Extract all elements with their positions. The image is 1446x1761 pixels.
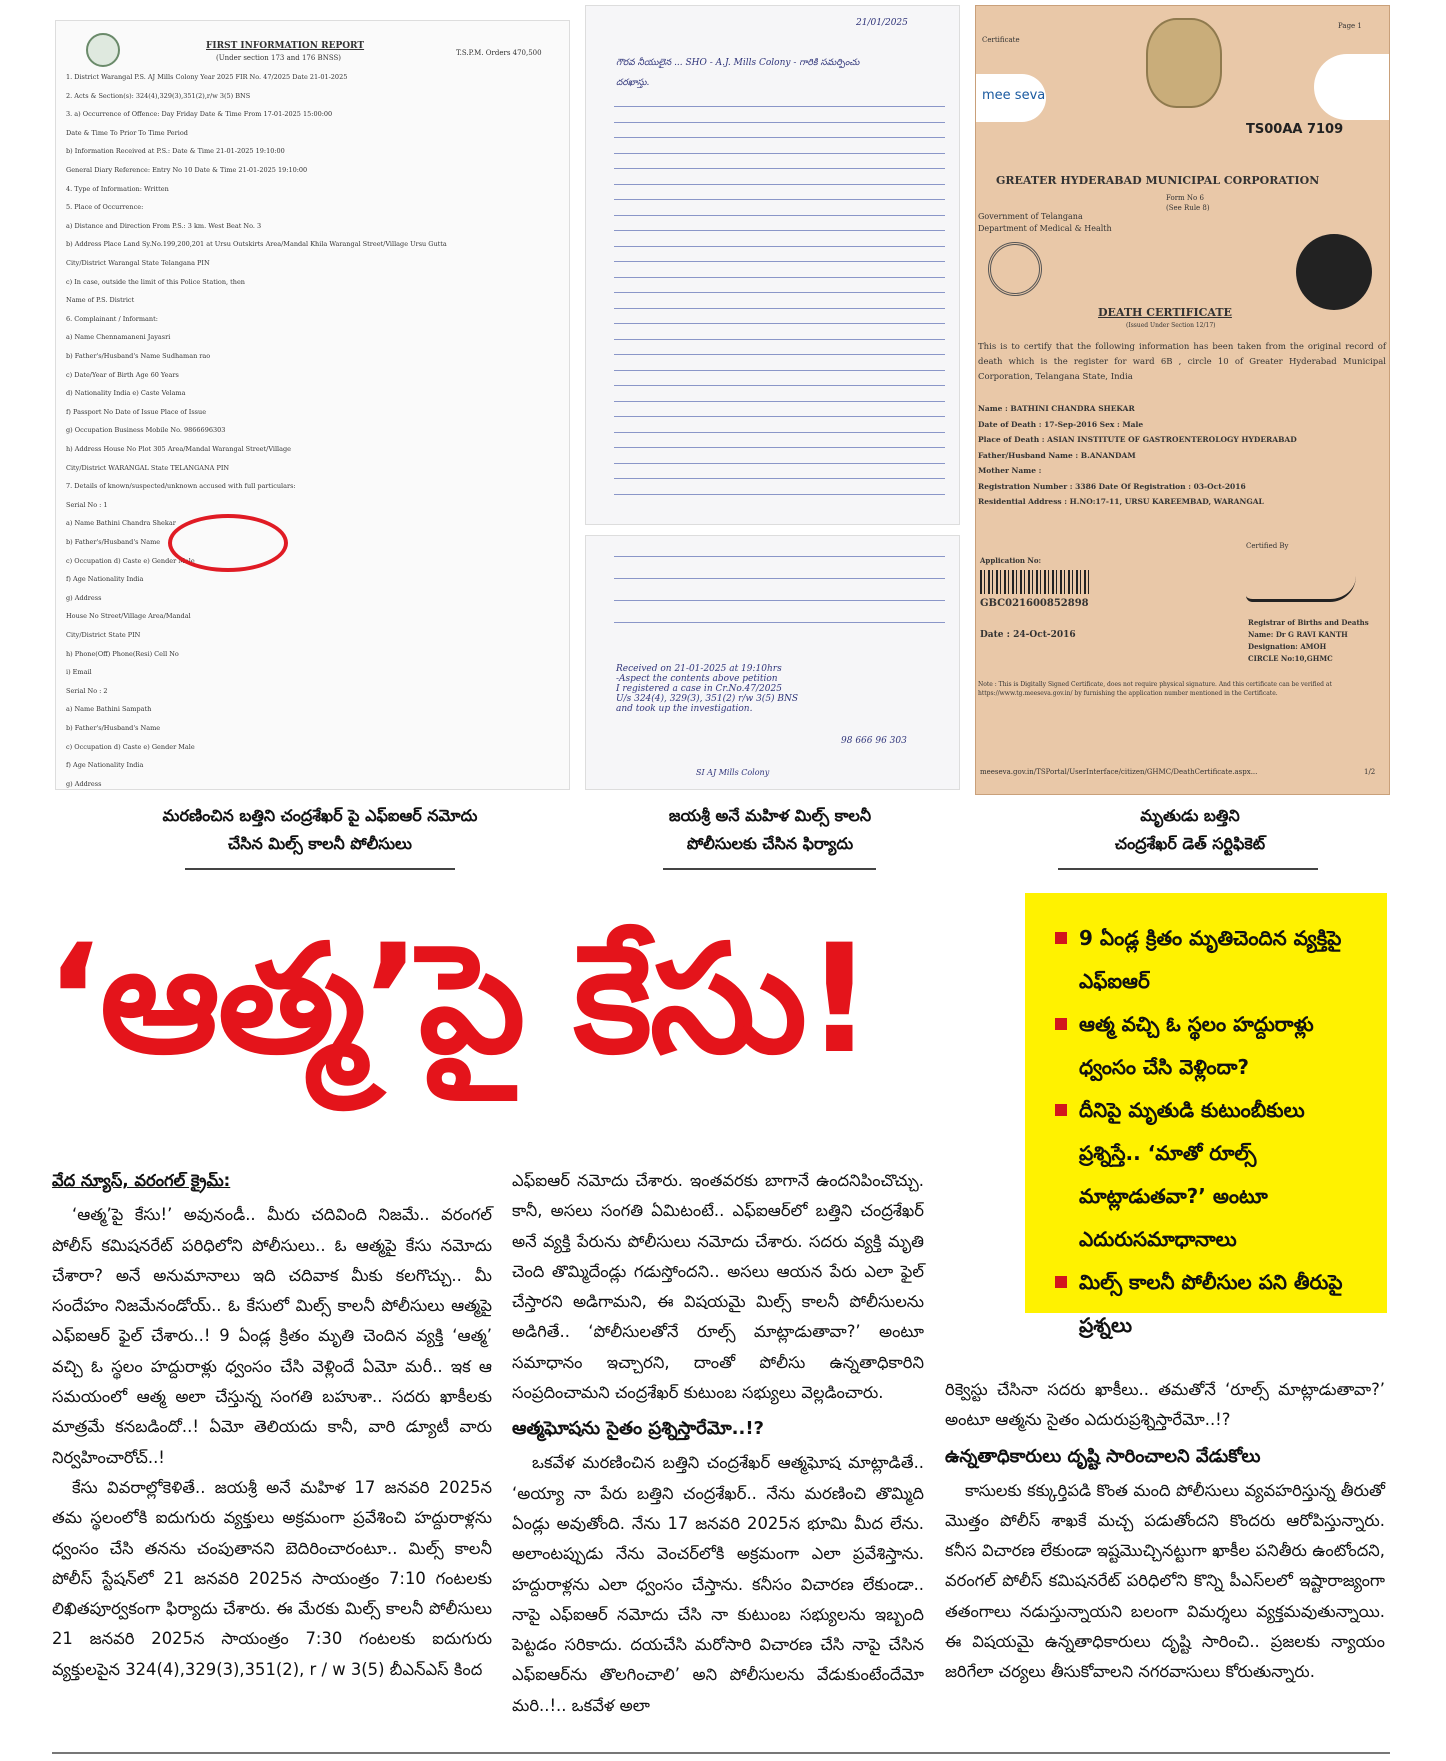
accused-name-circle — [168, 514, 288, 572]
meeseva-badge-icon — [1314, 54, 1390, 120]
highlights-box — [1025, 893, 1387, 1337]
certificate-caption-line-2: చంద్రశేఖర్ డెత్ సర్టిఫికెట్ — [1114, 834, 1266, 853]
fir-line: b) Father's/Husband's Name — [66, 724, 161, 732]
handwriting-stroke — [614, 153, 945, 154]
handwriting-stroke — [614, 261, 945, 262]
fir-line: 3. a) Occurrence of Offence: Day Friday Date & Time From 17-01-2025 15:00:00 — [66, 110, 333, 119]
fir-caption-line-1: మరణించిన బత్తిని చంద్రశేఖర్ పై ఎఫ్ఐఆర్ నమోదు — [162, 806, 478, 825]
fir-line: f) Age Nationality India — [66, 761, 144, 770]
complaint-letter-page-2 — [585, 535, 960, 790]
fir-line: a) Distance and Direction From P.S.: 3 km. West Beat No. 3 — [66, 221, 262, 230]
fir-line: c) Occupation d) Caste e) Gender Male — [66, 742, 195, 751]
byline: వేద న్యూస్, వరంగల్ క్రైమ్: — [52, 1171, 231, 1190]
article-column-2 — [512, 1166, 924, 1721]
cert-field: Place of Death : ASIAN INSTITUTE OF GASTROENTEROLOGY HYDERABAD — [978, 435, 1297, 444]
cert-brand: mee seva — [982, 88, 1046, 103]
fir-title: FIRST INFORMATION REPORT — [206, 41, 365, 51]
handwriting-stroke — [614, 432, 945, 433]
cert-designation: Designation: AMOH — [1248, 642, 1327, 651]
handwriting-stroke — [614, 137, 945, 138]
fir-orders: T.S.P.M. Orders 470,500 — [456, 49, 542, 57]
highlight-item: 9 ఏండ్ల క్రితం మృతిచెందిన వ్యక్తిపై ఎఫ్ఐఆర్ — [1055, 917, 1367, 1003]
complainant-phone: 98 666 96 303 — [841, 736, 907, 746]
highlight-item: దీనిపై మృతుడి కుటుంబీకులు ప్రశ్నిస్తే.. ‘మాతో రూల్స్ మాట్లాడుతవా?’ అంటూ ఎదురుసమాధానాలు — [1055, 1089, 1367, 1261]
handwriting-stroke — [614, 323, 945, 324]
fir-caption-line-2: చేసిన మిల్స్ కాలనీ పోలీసులు — [228, 834, 412, 853]
cert-title: DEATH CERTIFICATE — [1098, 306, 1232, 319]
cert-barcode: GBC021600852898 — [980, 598, 1089, 609]
certificate-caption-line-1: మృతుడు బత్తిని — [1140, 806, 1240, 825]
fir-line: g) Address — [66, 779, 102, 788]
cert-rule: (See Rule 8) — [1166, 204, 1210, 212]
certificate-caption-underline — [1058, 868, 1318, 870]
cert-corp: GREATER HYDERABAD MUNICIPAL CORPORATION — [996, 174, 1320, 187]
fir-line: h) Address House No Plot 305 Area/Mandal Warangal Street/Village — [66, 445, 292, 453]
fir-line: c) In case, outside the limit of this Police Station, then — [66, 277, 245, 286]
ghmc-logo-icon — [1296, 234, 1372, 310]
subheading: ఉన్నతాధికారులు దృష్టి సారించాలని వేడుకోలు — [945, 1445, 1261, 1467]
death-certificate-photo — [975, 5, 1390, 795]
fir-line: d) Nationality India e) Caste Velama — [66, 389, 186, 398]
telangana-emblem-icon — [1146, 18, 1222, 108]
received-line: U/s 324(4), 329(3), 351(2) r/w 3(5) BNS — [616, 694, 799, 704]
cert-issued: (Issued Under Section 12/17) — [1126, 322, 1216, 329]
cert-url: meeseva.gov.in/TSPortal/UserInterface/citizen/GHMC/DeathCertificate.aspx... — [980, 768, 1258, 776]
fir-caption — [100, 802, 540, 858]
handwriting-stroke — [614, 215, 945, 216]
fir-line: a) Name Chennamaneni Jayasri — [66, 333, 171, 342]
article-paragraph: ‘ఆత్మ’పై కేసు!’ అవునండీ.. మీరు చదివింది నిజమే.. వరంగల్ పోలీస్ కమిషనరేట్ పరిధిలోని పోలీసులు.. ఓ ఆత్మపై కేసు నమోదు చేశారా? అనే అనుమానాలు ఇది చదివాక మీకు కలగొచ్చు.. మీ సందేహం నిజమేనండోయ్.. ఓ కేసులో మిల్స్ కాలనీ పోలీసులు ఆత్మపై ఎఫ్ఐఆర్ ఫైల్ చేశారు..! 9 ఏండ్ల క్రితం మృతి చెందిన వ్యక్తి ‘ఆత్మ’ వచ్చి ఓ స్థలం హద్దురాళ్లు ధ్వంసం చేసి వెళ్లిందే ఏమో మరీ.. ఇక ఆ సమయంలో ఆత్మ అలా చేస్తున్న సంగతి బహుశా.. సదరు ఖాకీలకు మాత్రమే కనబడిందో..! ఏమో తెలియదు కానీ, వారి డ్యూటీ వారు నిర్వహించారోచ్..! — [52, 1205, 492, 1467]
highlight-item: ఆత్మ వచ్చి ఓ స్థలం హద్దురాళ్లు ధ్వంసం చేసి వెళ్లిందా? — [1055, 1003, 1367, 1089]
seal-icon — [988, 242, 1042, 296]
complaint-letter-page-1 — [585, 5, 960, 525]
fir-line: b) Information Received at P.S.: Date & Time 21-01-2025 19:10:00 — [66, 147, 285, 156]
handwriting-stroke — [614, 184, 945, 185]
fir-line: g) Occupation Business Mobile No. 9866696303 — [66, 426, 226, 435]
cert-body: This is to certify that the following information has been taken from the original record of death which is the register for ward 6B , circle 10 of Greater Hyderabad Municipal Corporation, Telangana State, India — [978, 342, 1386, 382]
handwriting-stroke — [614, 416, 945, 417]
handwriting-stroke — [614, 199, 945, 200]
cert-page-fraction: 1/2 — [1364, 768, 1376, 776]
fir-line: 2. Acts & Section(s): 324(4),329(3),351(2),r/w 3(5) BNS — [66, 91, 251, 100]
cert-field: Date of Death : 17-Sep-2016 Sex : Male — [978, 419, 1144, 429]
fir-line: 7. Details of known/suspected/unknown accused with full particulars: — [66, 482, 296, 491]
cert-circle: CIRCLE No:10,GHMC — [1248, 654, 1333, 663]
fir-line: Serial No : 1 — [66, 500, 108, 509]
fir-line: General Diary Reference: Entry No 10 Date & Time 21-01-2025 19:10:00 — [66, 166, 308, 174]
telangana-emblem-icon — [86, 33, 120, 67]
fir-line: 1. District Warangal P.S. AJ Mills Colony Year 2025 FIR No. 47/2025 Date 21-01-2025 — [66, 73, 348, 81]
fir-line: 4. Type of Information: Written — [66, 184, 169, 193]
cert-form: Form No 6 — [1166, 194, 1204, 202]
cert-govt: Government of Telangana — [978, 212, 1083, 221]
article-paragraph: కాసులకు కక్కుర్తిపడి కొంత మంది పోలీసులు వ్యవహరిస్తున్న తీరుతో మొత్తం పోలీస్ శాఖకే మచ్చ పడుతోందని కొందరు ఆరోపిస్తున్నారు. కనీస విచారణ లేకుండా ఇష్టమొచ్చినట్టుగా ఖాకీల పనితీరు ఉంటోందని, వరంగల్ పోలీస్ కమిషనరేట్ పరిధిలోని కొన్ని పీఎస్‌లలో ఇష్టారాజ్యంగా తతంగాలు నడుస్తున్నాయని బలంగా విమర్శలు వ్యక్తమవుతున్నాయి. ఈ విషయమై ఉన్నతాధికారులు దృష్టి సారించి.. ప్రజలకు న్యాయం జరిగేలా చర్యలు తీసుకోవాలని నగరవాసులు కోరుతున్నారు. — [945, 1480, 1385, 1682]
handwriting-stroke — [614, 354, 945, 355]
fir-line: f) Passport No Date of Issue Place of Issue — [66, 407, 207, 416]
police-station-stamp: SI AJ Mills Colony — [696, 768, 770, 777]
handwriting-stroke — [614, 292, 945, 293]
handwriting-stroke — [614, 308, 945, 309]
cert-reg-name: Name: Dr G RAVI KANTH — [1248, 630, 1348, 639]
handwriting-stroke — [614, 478, 945, 479]
handwriting-stroke — [614, 106, 945, 107]
fir-line: b) Father's/Husband's Name Sudhaman rao — [66, 352, 211, 360]
fir-line: c) Occupation d) Caste e) Gender Male — [66, 556, 195, 565]
complaint-caption — [600, 802, 940, 858]
fir-line: Date & Time To Prior To Time Period — [66, 128, 188, 137]
article-column-1 — [52, 1166, 492, 1685]
cert-field: Name : BATHINI CHANDRA SHEKAR — [978, 404, 1135, 413]
fir-line: 5. Place of Occurrence: — [66, 203, 144, 212]
fir-line: City/District WARANGAL State TELANGANA PIN — [66, 463, 230, 472]
cert-field: Father/Husband Name : B.ANANDAM — [978, 450, 1136, 460]
handwriting-stroke — [614, 447, 945, 448]
handwriting-stroke — [614, 401, 945, 402]
cert-field: Registration Number : 3386 Date Of Registration : 03-Oct-2016 — [978, 481, 1246, 491]
handwriting-stroke — [614, 494, 945, 495]
cert-certified: Certified By — [1246, 542, 1289, 550]
handwriting-stroke — [614, 339, 945, 340]
fir-line: i) Email — [66, 668, 92, 677]
article-paragraph: ఒకవేళ మరణించిన బత్తిని చంద్రశేఖర్ ఆత్మఘోష మాట్లాడితే.. ‘అయ్యా నా పేరు బత్తిని చంద్రశేఖర్.. నేను మరణించి తొమ్మిది ఏండ్లు అవుతోంది. నేను 17 జనవరి 2025న భూమి మీద లేను. అలాంటప్పుడు నేను వెంచర్‌లోకి అక్రమంగా ఎలా ప్రవేశిస్తాను. హద్దురాళ్లను ఎలా ధ్వంసం చేస్తాను. కనీసం విచారణ లేకుండా.. నాపై ఎఫ్ఐఆర్ నమోదు చేసి నా కుటుంబ సభ్యులను ఇబ్బంది పెట్టడం సరికాదు. దయచేసి మరోసారి విచారణ చేసి నాపై చేసిన ఎఫ్ఐఆర్‌ను తొలగించాలి’ అని పోలీసులను వేడుకుంటేందేమో మరి..!.. ఒకవేళ అలా — [512, 1453, 924, 1715]
complaint-salutation: గౌరవ నీయులైన ... SHO - A.J. Mills Colony - గారికి సమర్పించు — [616, 58, 860, 68]
fir-line: 6. Complainant / Informant: — [66, 314, 158, 323]
subheading: ఆత్మఘోషను సైతం ప్రశ్నిస్తారేమో..!? — [512, 1418, 764, 1440]
cert-registrar: Registrar of Births and Deaths — [1248, 618, 1369, 627]
received-line: and took up the investigation. — [616, 704, 753, 714]
fir-line: b) Father's/Husband's Name — [66, 538, 161, 546]
fir-line: Name of P.S. District — [66, 296, 135, 305]
highlight-item: మిల్స్ కాలనీ పోలీసుల పని తీరుపై ప్రశ్నలు — [1055, 1261, 1367, 1347]
handwriting-stroke — [614, 122, 945, 123]
fir-document-photo — [55, 20, 570, 790]
fir-line: House No Street/Village Area/Mandal — [66, 612, 191, 621]
handwriting-stroke — [614, 600, 945, 601]
certificate-caption — [1020, 802, 1360, 858]
barcode-icon — [980, 570, 1090, 594]
fir-line: f) Age Nationality India — [66, 575, 144, 584]
received-line: I registered a case in Cr.No.47/2025 — [616, 684, 782, 694]
complaint-date: 21/01/2025 — [856, 18, 908, 28]
handwriting-stroke — [614, 622, 945, 623]
handwriting-stroke — [614, 556, 945, 557]
handwriting-stroke — [614, 246, 945, 247]
handwriting-stroke — [614, 370, 945, 371]
fir-line: City/District Warangal State Telangana PIN — [66, 259, 210, 267]
fir-line: City/District State PIN — [66, 631, 141, 639]
handwriting-stroke — [614, 277, 945, 278]
headline: ‘ఆత్మ’పై కేసు! — [45, 913, 872, 1087]
cert-app-no: Application No: — [980, 556, 1042, 565]
complaint-subject: దరఖాస్తు. — [616, 78, 650, 88]
fir-line: c) Date/Year of Birth Age 60 Years — [66, 370, 179, 379]
fir-line: a) Name Bathini Sampath — [66, 705, 152, 714]
fir-line: Serial No : 2 — [66, 686, 108, 695]
handwriting-stroke — [614, 168, 945, 169]
fir-line: b) Address Place Land Sy.No.199,200,201 at Ursu Outskirts Area/Mandal Khila Warangal Street/Village Ursu Gutta — [66, 240, 447, 249]
received-note — [616, 664, 798, 714]
received-line: Received on 21-01-2025 at 19:10hrs — [616, 664, 782, 674]
received-line: -Aspect the contents above petition — [616, 674, 778, 684]
article-paragraph: ఎఫ్ఐఆర్ నమోదు చేశారు. ఇంతవరకు బాగానే ఉందనిపించొచ్చు. కానీ, అసలు సంగతి ఏమిటంటే.. ఎఫ్ఐఆర్‌లో బత్తిని చంద్రశేఖర్ అనే వ్యక్తి పేరును పోలీసులు నమోదు చేశారు. సదరు వ్యక్తి మృతి చెంది తొమ్మిదేండ్లు గడుస్తోందని.. అసలు ఆయన పేరు ఎలా ఫైల్ చేస్తారని అడిగామని, ఈ విషయమై మిల్స్ కాలనీ పోలీసులను అడిగితే.. ‘పోలీసులతోనే రూల్స్ మాట్లాడుతావా?’ అంటూ సమాధానం ఇచ్చారని, దాంతో పోలీసు ఉన్నతాధికారిని సంప్రదించామని చంద్రశేఖర్ కుటుంబ సభ్యులు వెల్లడించారు. — [512, 1171, 924, 1403]
complaint-caption-underline — [663, 868, 876, 870]
article-paragraph: రిక్వెస్టు చేసినా సదరు ఖాకీలు.. తమతోనే ‘రూల్స్ మాట్లాడుతావా?’ అంటూ ఆత్మను సైతం ఎదురుప్రశ్నిస్తారేమో..!? — [945, 1380, 1385, 1430]
fir-subtitle: (Under section 173 and 176 BNSS) — [216, 54, 342, 62]
handwriting-stroke — [614, 578, 945, 579]
article-column-3 — [945, 1375, 1385, 1688]
signature-icon — [1246, 576, 1356, 602]
complaint-caption-line-2: పోలీసులకు చేసిన ఫిర్యాదు — [686, 834, 854, 853]
complaint-caption-line-1: జయశ్రీ అనే మహిళ మిల్స్ కాలనీ — [668, 806, 872, 825]
handwriting-stroke — [614, 385, 945, 386]
cert-field: Residential Address : H.NO:17-11, URSU KAREEMBAD, WARANGAL — [978, 497, 1264, 506]
article-paragraph: కేసు వివరాల్లోకెళితే.. జయశ్రీ అనే మహిళ 17 జనవరి 2025న తమ స్థలంలోకి ఐదుగురు వ్యక్తులు అక్రమంగా ప్రవేశించి హద్దురాళ్లను ధ్వంసం చేసి తనను చంపుతానని బెదిరించారంటూ.. మిల్స్ కాలనీ పోలీస్ స్టేషన్‌లో 21 జనవరి 2025న సాయంత్రం 7:10 గంటలకు లిఖితపూర్వకంగా ఫిర్యాదు చేశారు. ఈ మేరకు మిల్స్ కాలనీ పోలీసులు 21 జనవరి 2025న సాయంత్రం 7:30 గంటలకు ఐదుగురు వ్యక్తులపైన 324(4),329(3),351(2), r / w 3(5) బీఎన్ఎస్ కింద — [52, 1477, 492, 1679]
cert-field: Mother Name : — [978, 466, 1042, 475]
fir-line: h) Phone(Off) Phone(Resi) Cell No — [66, 649, 179, 658]
fir-line: g) Address — [66, 593, 102, 602]
fir-caption-underline — [185, 868, 455, 870]
handwriting-stroke — [614, 230, 945, 231]
page-bottom-rule — [52, 1752, 1390, 1754]
cert-word: Certificate — [982, 36, 1020, 44]
cert-dept: Department of Medical & Health — [978, 224, 1112, 233]
cert-note: Note : This is Digitally Signed Certificate, does not require physical signature. And this certificate can be verified at https://www.tg.meeseva.gov.in/ by furnishing the application number mentioned in the Certificate. — [978, 681, 1332, 697]
cert-date: Date : 24-Oct-2016 — [980, 630, 1076, 640]
handwriting-stroke — [614, 463, 945, 464]
cert-page: Page 1 — [1338, 22, 1362, 30]
cert-code: TS00AA 7109 — [1246, 122, 1344, 137]
fir-line: a) Name Bathini Chandra Shekar — [66, 519, 176, 528]
